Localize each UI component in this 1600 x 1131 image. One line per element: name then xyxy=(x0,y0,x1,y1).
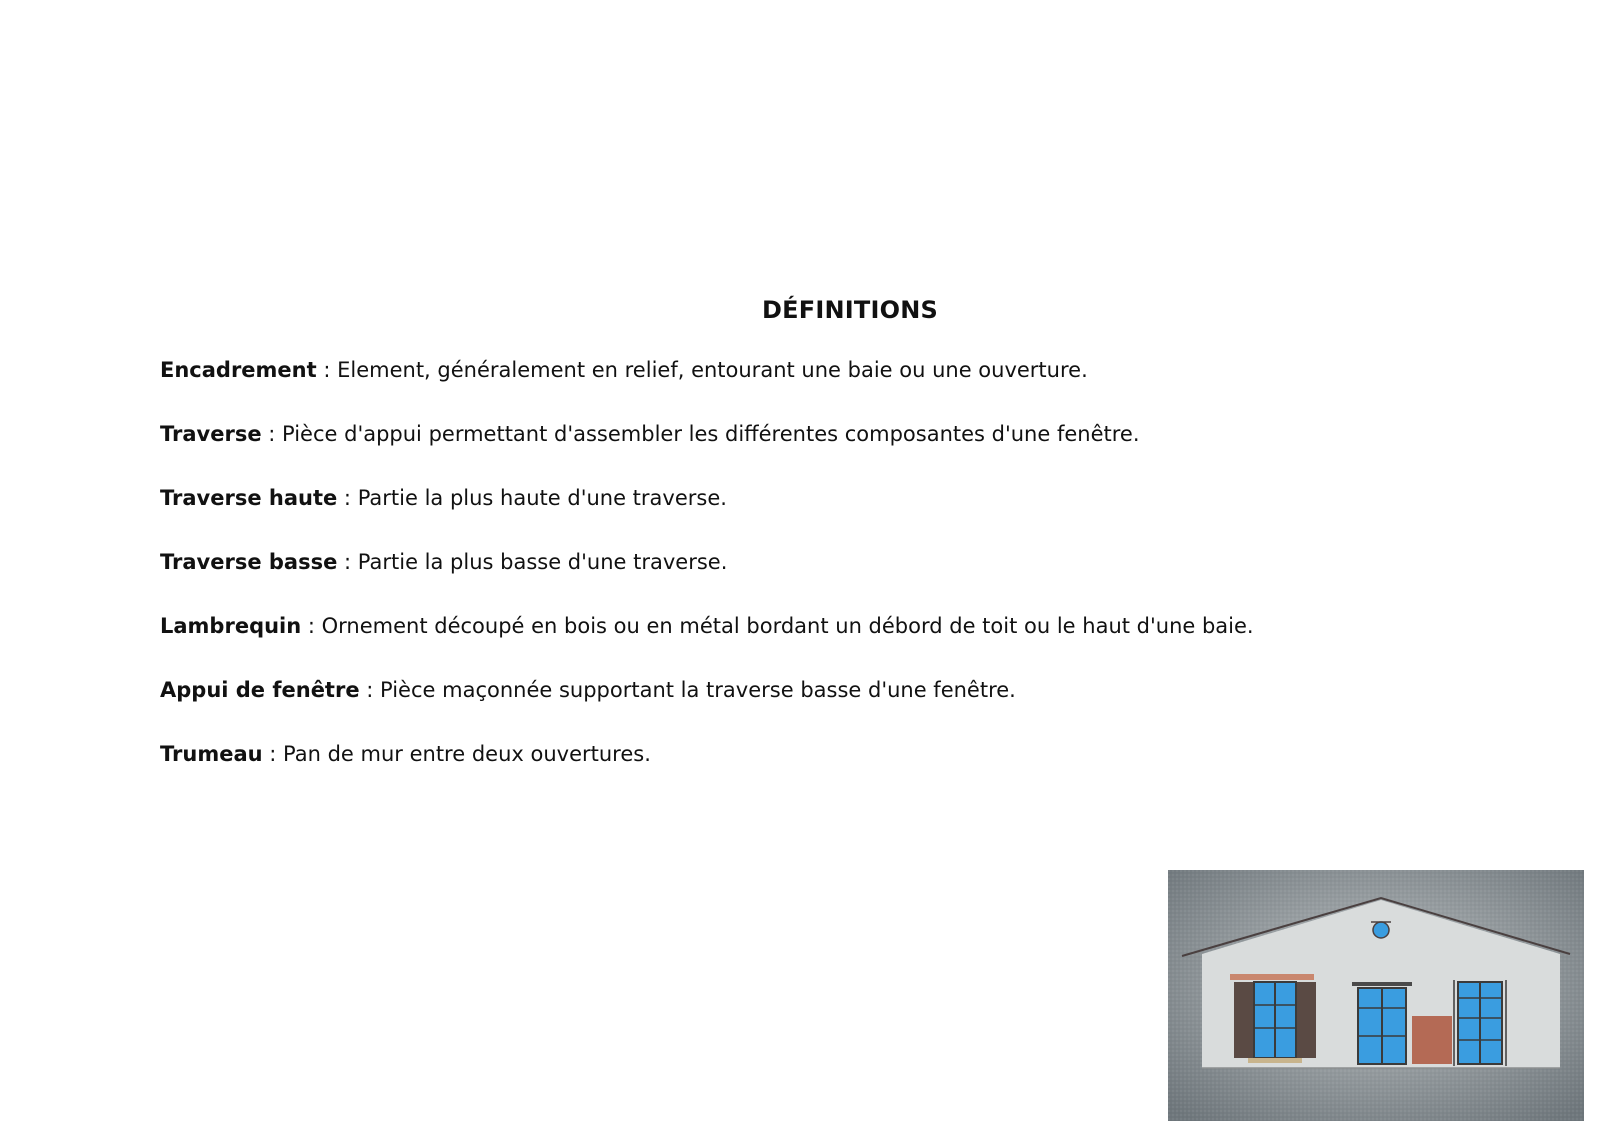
left-window-lintel xyxy=(1230,974,1314,980)
definition-text: Element, généralement en relief, entourant une baie ou une ouverture. xyxy=(337,358,1088,382)
window-right xyxy=(1454,980,1506,1066)
definition-term: Encadrement xyxy=(160,358,317,382)
definition-term: Traverse xyxy=(160,422,262,446)
definition-separator: : xyxy=(316,358,338,382)
definition-separator: : xyxy=(261,422,283,446)
definition-lambrequin xyxy=(160,612,1460,676)
definition-text: Pan de mur entre deux ouvertures. xyxy=(283,742,651,766)
definition-term: Traverse basse xyxy=(160,550,338,574)
definition-text: Partie la plus haute d'une traverse. xyxy=(357,486,727,510)
definition-text: Pièce maçonnée supportant la traverse basse d'une fenêtre. xyxy=(380,678,1016,702)
definition-separator: : xyxy=(262,742,284,766)
right-shutter xyxy=(1296,982,1316,1058)
oculus-window xyxy=(1373,922,1389,938)
brick-wall-panel xyxy=(1412,1016,1452,1064)
definition-trumeau xyxy=(160,740,1460,804)
definition-term: Traverse haute xyxy=(160,486,338,510)
definition-term: Lambrequin xyxy=(160,614,302,638)
definition-separator: : xyxy=(337,486,358,510)
definition-separator: : xyxy=(337,550,358,574)
house-facade-drawing xyxy=(1168,870,1584,1121)
definition-term: Trumeau xyxy=(160,742,263,766)
definition-separator: : xyxy=(359,678,381,702)
definition-traverse xyxy=(160,420,1460,484)
left-window-sill xyxy=(1248,1058,1302,1063)
definition-traverse-basse xyxy=(160,548,1460,612)
left-shutter xyxy=(1234,982,1254,1058)
definition-text: Ornement découpé en bois ou en métal bordant un débord de toit ou le haut d'une baie. xyxy=(321,614,1254,638)
window-left-with-shutters xyxy=(1230,974,1316,1063)
house-facade-illustration xyxy=(1168,870,1584,1121)
center-window-lambrequin xyxy=(1352,982,1412,986)
window-center xyxy=(1352,982,1412,1064)
definition-text: Partie la plus basse d'une traverse. xyxy=(357,550,728,574)
definition-separator: : xyxy=(301,614,322,638)
definition-encadrement xyxy=(160,356,1460,420)
page-title: DÉFINITIONS xyxy=(762,296,938,324)
definition-traverse-haute xyxy=(160,484,1460,548)
definitions-list xyxy=(160,356,1460,804)
definition-appui-de-fenetre xyxy=(160,676,1460,740)
definition-term: Appui de fenêtre xyxy=(160,678,360,702)
definition-text: Pièce d'appui permettant d'assembler les différentes composantes d'une fenêtre. xyxy=(282,422,1140,446)
